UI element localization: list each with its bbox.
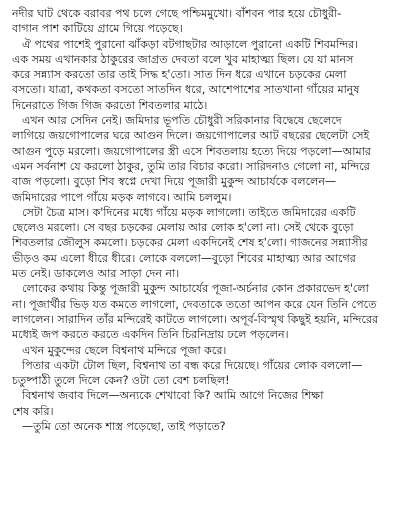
text-line: বসতো। যাত্রা, কথকতা বসতো সাতদিন ধরে, আশেপাশের সাতখানা গাঁয়ের মানুষ xyxy=(12,83,360,97)
text-line: ছেলেও মরলো। সে বছর চড়কের মেলায় আর লোক হ'লো না। সেই থেকে বুড়ো xyxy=(12,221,354,235)
text-line: আগুন পুড়ে মরলো। জয়গোপালের স্ত্রী এসে শিবতলায় হত্যে দিয়ে পড়লো—আমার xyxy=(12,144,371,158)
text-line: বিশ্বনাথ জবাব দিলে—অন্যকে শেখাবো কি? আমি আগে নিজের শিক্ষা xyxy=(22,389,324,403)
text-line: পিতার একটা টোল ছিল, বিশ্বনাথ তা বন্ধ করে দিয়েছে। গাঁয়ের লোক বললো— xyxy=(22,358,363,372)
text-line: লাগলেন। সারাদিন তাঁর মন্দিরেই কাটতে লাগলো। অপূর্ব-বিস্মৃথ কিছুই হয়নি, মন্দিরের xyxy=(12,312,379,326)
text-line: এখন আর সেদিন নেই। জমিদার ভূপতি চৌধুরী সরিকানার বিদ্বেষে ছেলেদে xyxy=(22,114,342,128)
text-line: এক সময় এখানকার ঠাকুরের জাগ্রত দেবতা বলে খুব মাহাত্ম্য ছিল। যে যা মানস xyxy=(12,52,354,66)
text-line: বাজ পড়লো। বুড়ো শিব স্বপ্নে দেখা দিয়ে পূজারী মুকুন্দ আচার্যকে বললেন— xyxy=(12,175,337,189)
text-line: না। পূজার্থীর ভিড় যত কমতে লাগলো, দেবতাকে ততো আপন করে যেন তিনি পেতে xyxy=(12,297,377,311)
text-line: শেষ করি। xyxy=(12,404,54,418)
text-line: ভীড়ও কম এলো ধীরে ধীরে। লোকে বললো—বুড়ো শিবের মাহাত্ম্য আর আগের xyxy=(12,251,356,265)
text-line: করে সন্ন্যাস করতো তার তাই সিদ্ধ হ'তো। সাত দিন ধরে এখানে চড়কের মেলা xyxy=(12,68,347,82)
text-line: লাগিয়ে জয়গোপালের ঘরে আগুন দিলে। জয়গোপালের আট বছরের ছেলেটা সেই xyxy=(12,129,370,143)
document-body xyxy=(12,6,388,434)
text-line: এখন মুকুন্দের ছেলে বিশ্বনাথ মন্দিরে পূজা করে। xyxy=(22,343,227,357)
text-line: মধ্যেই জপ করতে করতে একদিন তিনি চিরনিদ্রায় ঢলে পড়লেন। xyxy=(12,328,289,342)
text-line: লোকের কথায় কিন্তু পূজারী মুকুন্দ আচার্যের পূজা-অর্চনার কোন প্রকারভেদ হ'লো xyxy=(22,282,369,296)
text-line: জমিদারের পাপে গাঁয়ে মড়ক লাগবে। আমি চললুম। xyxy=(12,190,232,204)
text-line: চতুষ্পাঠী তুলে দিলে কেন? ওটা তো বেশ চলছিল! xyxy=(12,374,230,388)
text-line: —তুমি তো অনেক শাস্ত্র পড়েছো, তাই পড়াতে? xyxy=(22,420,226,434)
text-line: ঐ পথের পাশেই পুরানো ঝাঁকড়া বটগাছটার আড়ালে পুরানো একটি শিবমন্দির। xyxy=(22,37,359,51)
text-line: এমন সর্বনাশ যে করলো ঠাকুর, তুমি তার বিচার করো। সারিদনাও গেলো না, মন্দিরে xyxy=(12,159,370,173)
text-line: নদীর ঘাট থেকে বরাবর পথ চলে গেছে পশ্চিমমুখো। বাঁশবন পার হয়ে চৌধুরী- xyxy=(12,7,342,20)
text-line: বাগান পাশ কাটিয়ে গ্রামে গিয়ে পড়েছে। xyxy=(12,22,183,36)
text-line: সেটা চৈত্র মাস। ক'দিনের মধ্যে গাঁয়ে মড়ক লাগলো। তাইতে জমিদারের একটি xyxy=(22,205,356,219)
text-line: মত নেই। ডাকলেও আর সাড়া দেন না। xyxy=(12,267,180,281)
text-line: শিবতলার জৌলুস কমলো। চড়কের মেলা একদিনেই শেষ হ'লো। গাজনের সন্ন্যাসীর xyxy=(12,236,368,250)
text-line: দিনেরাতে গিজ গিজ করতো শিবতলার মাঠে। xyxy=(12,98,208,112)
